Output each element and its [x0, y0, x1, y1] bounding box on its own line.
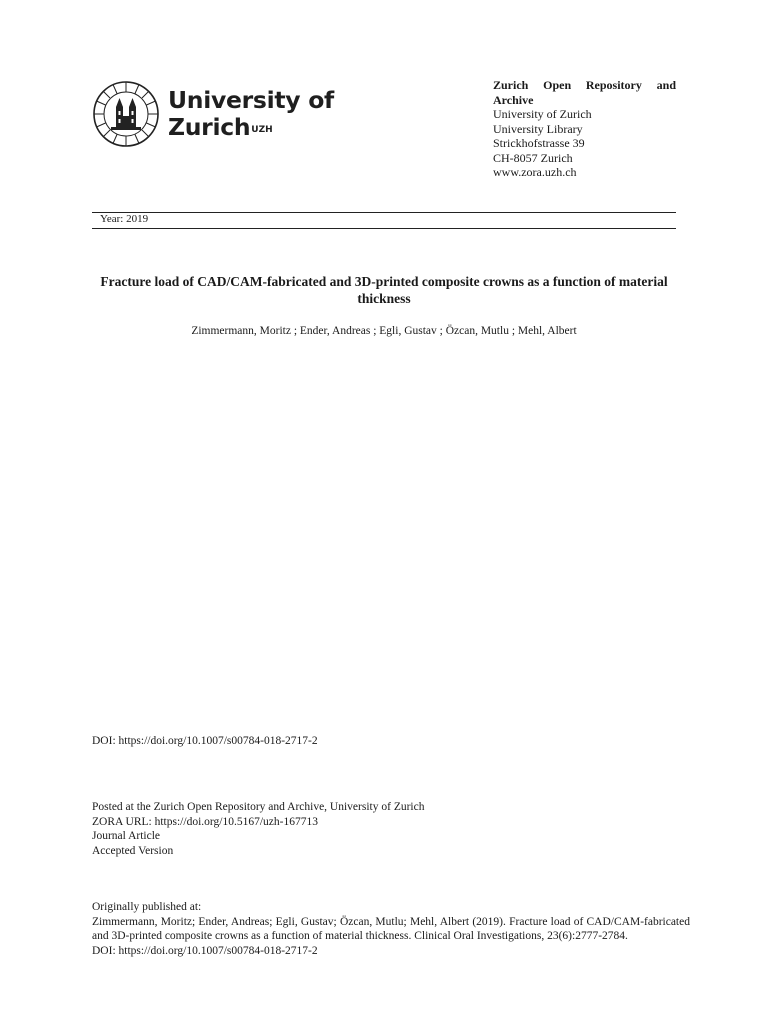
logo-line-1: University of — [168, 86, 334, 114]
top-divider — [92, 212, 676, 213]
repository-website[interactable]: www.zora.uzh.ch — [493, 165, 577, 179]
repository-library: University Library — [493, 121, 583, 136]
repository-name: Zurich Open Repository and Archive — [493, 78, 676, 107]
year-label: Year: 2019 — [100, 213, 149, 225]
repository-institution: University of Zurich — [493, 107, 592, 121]
original-heading: Originally published at: — [92, 901, 202, 913]
repository-address — [493, 78, 676, 180]
repository-street: Strickhofstrasse 39 — [493, 136, 585, 150]
logo-city: Zurich — [168, 113, 251, 141]
doi-link[interactable]: DOI: https://doi.org/10.1007/s00784-018-2717-2 — [92, 735, 318, 747]
posting-info — [92, 800, 692, 858]
article-title: Fracture load of CAD/CAM-fabricated and 3D-printed composite crowns as a function of material thickness — [100, 274, 668, 306]
university-logo — [92, 80, 334, 150]
zora-url-link[interactable]: ZORA URL: https://doi.org/10.5167/uzh-167713 — [92, 815, 318, 828]
repository-city: CH-8057 Zurich — [493, 150, 573, 165]
logo-superscript: UZH — [251, 125, 273, 135]
bottom-divider — [92, 228, 676, 229]
original-publication — [92, 900, 690, 958]
original-citation: Zimmermann, Moritz; Ender, Andreas; Egli, Gustav; Özcan, Mutlu; Mehl, Albert (2019). Fracture load of CAD/CAM-fabricated and 3D-printed composite crowns as a function of material thickness. Clinical Oral Investigations, 23(6):2777-2784. — [92, 915, 690, 942]
original-doi-link[interactable]: DOI: https://doi.org/10.1007/s00784-018-2717-2 — [92, 944, 318, 957]
doi-section — [92, 734, 692, 749]
publication-type: Journal Article — [92, 830, 161, 842]
posted-at-text: Posted at the Zurich Open Repository and Archive, University of Zurich — [92, 801, 425, 813]
publication-version: Accepted Version — [92, 844, 174, 857]
author-list: Zimmermann, Moritz ; Ender, Andreas ; Egli, Gustav ; Özcan, Mutlu ; Mehl, Albert — [191, 325, 577, 337]
logo-wordmark — [168, 87, 334, 141]
logo-line-2 — [168, 114, 334, 141]
university-seal-icon — [92, 80, 160, 148]
